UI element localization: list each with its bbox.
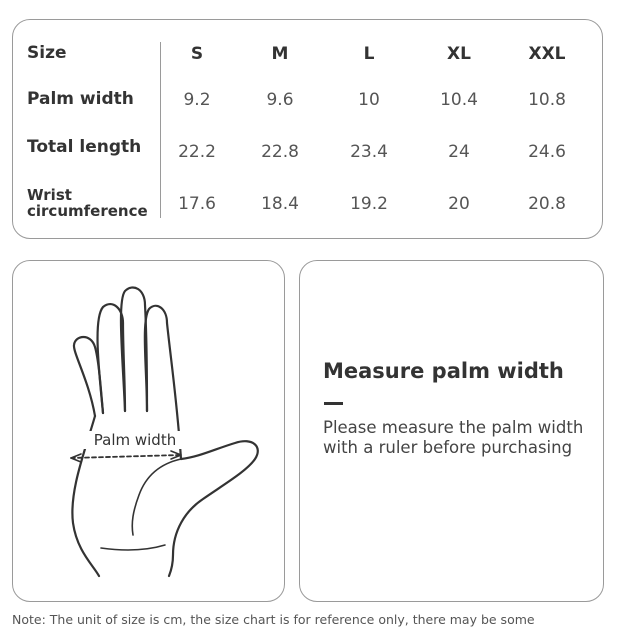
size-s: S <box>190 44 204 64</box>
measure-description: Please measure the palm width with a ruler before purchasing <box>323 418 584 457</box>
table-cell: 10.4 <box>440 90 478 110</box>
size-header-label: Size <box>27 43 67 64</box>
table-cell: 9.2 <box>183 90 211 110</box>
table-cell: 20.8 <box>528 194 566 214</box>
size-note: Note: The unit of size is cm, the size chart is for reference only, there may be some <box>12 612 535 627</box>
measure-info-card <box>299 260 604 602</box>
palm-width-label: Palm width <box>75 431 195 449</box>
size-m: M <box>271 44 289 64</box>
table-cell: 22.8 <box>261 142 299 162</box>
table-cell: 9.6 <box>266 90 294 110</box>
row-label-line: Wrist <box>27 186 72 205</box>
table-cell: 17.6 <box>178 194 216 214</box>
table-row-palm-width <box>13 80 602 120</box>
size-table <box>12 19 603 239</box>
title-dash-divider <box>324 402 343 405</box>
table-cell: 10.8 <box>528 90 566 110</box>
size-xl: XL <box>447 44 471 64</box>
row-label-palm-width: Palm width <box>27 89 134 110</box>
table-cell: 18.4 <box>261 194 299 214</box>
table-cell: 23.4 <box>350 142 388 162</box>
size-l: L <box>363 44 375 64</box>
table-cell: 10 <box>358 90 380 110</box>
table-cell: 22.2 <box>178 142 216 162</box>
table-cell: 19.2 <box>350 194 388 214</box>
table-cell: 24 <box>448 142 470 162</box>
table-cell: 24.6 <box>528 142 566 162</box>
table-row-wrist-circumference <box>13 184 602 224</box>
size-xxl: XXL <box>528 44 566 64</box>
row-label-line: circumference <box>27 202 148 220</box>
table-header-row <box>13 34 602 74</box>
table-cell: 20 <box>448 194 470 214</box>
table-row-total-length <box>13 128 602 168</box>
measure-title: Measure palm width <box>323 359 564 383</box>
row-label-wrist-circumference <box>27 184 155 224</box>
row-label-total-length: Total length <box>27 137 142 158</box>
hand-illustration-card <box>12 260 285 602</box>
